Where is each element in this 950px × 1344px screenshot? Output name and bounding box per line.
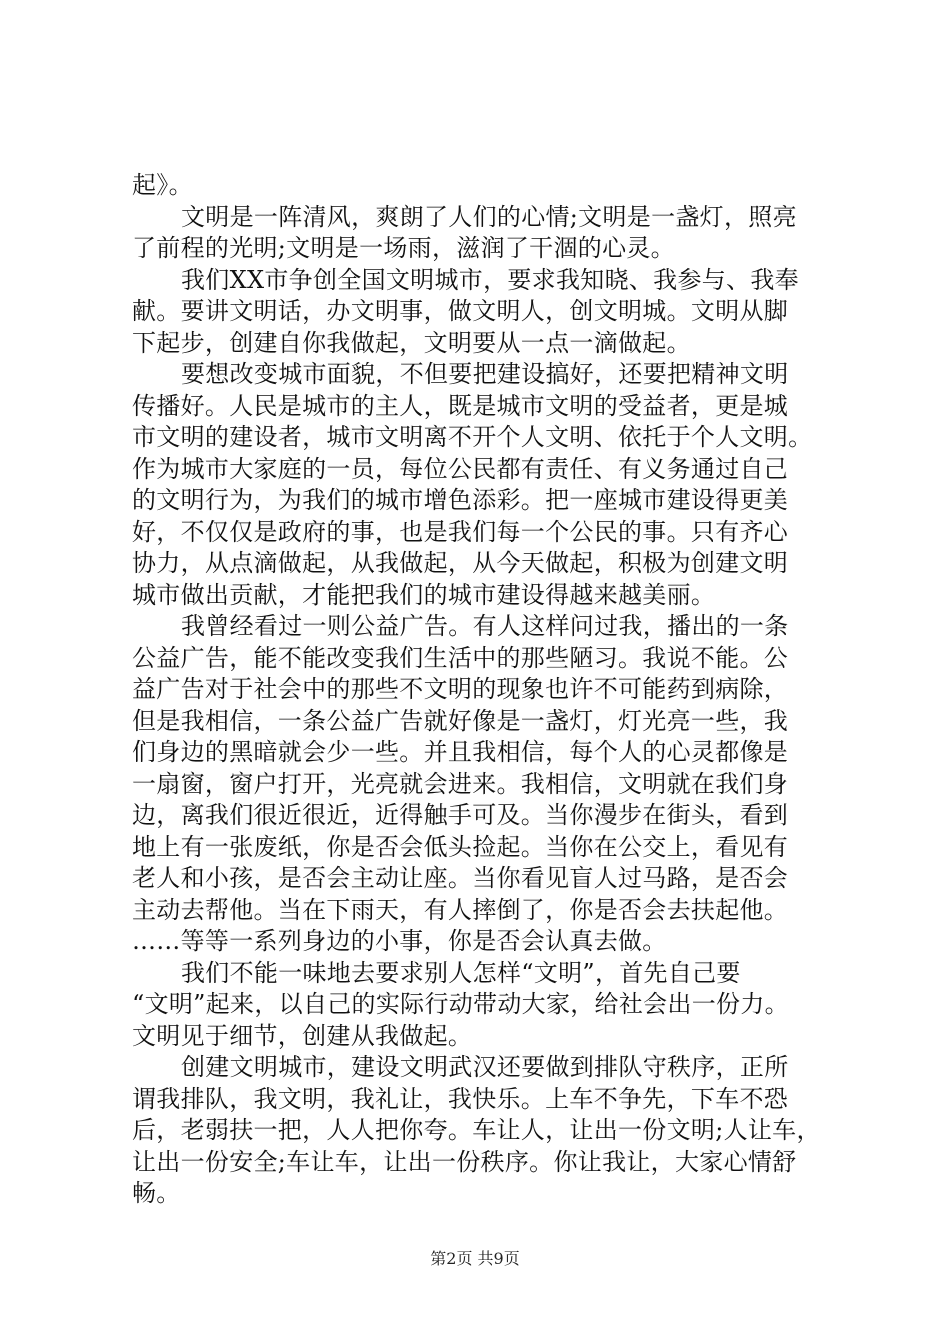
text-line: 市文明的建设者，城市文明离不开个人文明、依托于个人文明。 (132, 423, 813, 451)
text-line: 城市做出贡献，才能把我们的城市建设得越来越美丽。 (132, 580, 716, 609)
text-line: 好，不仅仅是政府的事，也是我们每一个公民的事。只有齐心 (132, 517, 789, 546)
text-line: 的文明行为，为我们的城市增色添彩。把一座城市建设得更美 (132, 486, 789, 514)
text-line: 献。要讲文明话，办文明事，做文明人，创文明城。文明从脚 (132, 297, 789, 325)
text-line: 作为城市大家庭的一员，每位公民都有责任、有义务通过自己 (132, 454, 789, 483)
text-line: 后，老弱扶一把，人人把你夸。车让人，让出一份文明;人让车， (132, 1116, 821, 1144)
text-line: 边，离我们很近很近，近得触手可及。当你漫步在街头，看到 (132, 801, 789, 829)
page-footer: 第2页 共9页 (430, 1249, 520, 1268)
text-line: 一扇窗，窗户打开，光亮就会进来。我相信，文明就在我们身 (132, 769, 789, 798)
text-line: ……等等一系列身边的小事，你是否会认真去做。 (132, 927, 667, 955)
text-line: “文明”起来，以自己的实际行动带动大家，给社会出一份力。 (132, 990, 789, 1018)
text-line: 主动去帮他。当在下雨天，有人摔倒了，你是否会去扶起他。 (132, 895, 789, 924)
text-line: 我们不能一味地去要求别人怎样“文明”，首先自己要 (181, 958, 741, 987)
text-line: 起》。 (132, 171, 193, 199)
text-line: 创建文明城市，建设文明武汉还要做到排队守秩序，正所 (181, 1053, 789, 1081)
text-line: 文明是一阵清风，爽朗了人们的心情;文明是一盏灯，照亮 (181, 202, 797, 231)
text-line: 下起步，创建自你我做起，文明要从一点一滴做起。 (132, 328, 691, 357)
text-line: 让出一份安全;车让车，让出一份秩序。你让我让，大家心情舒 (132, 1147, 797, 1176)
text-line: 协力，从点滴做起，从我做起，从今天做起，积极为创建文明 (132, 549, 789, 577)
text-line: 我曾经看过一则公益广告。有人这样问过我，播出的一条 (181, 612, 789, 640)
text-line: 文明见于细节，创建从我做起。 (132, 1021, 473, 1050)
text-line: 畅。 (132, 1179, 181, 1207)
text-line: 老人和小孩，是否会主动让座。当你看见盲人过马路，是否会 (132, 864, 789, 892)
text-line: 我们XX市争创全国文明城市，要求我知晓、我参与、我奉 (181, 265, 799, 294)
text-line: 了前程的光明;文明是一场雨，滋润了干涸的心灵。 (132, 234, 675, 262)
document-body (132, 170, 852, 1210)
text-line: 要想改变城市面貌，不但要把建设搞好，还要把精神文明 (181, 360, 789, 388)
text-line: 谓我排队，我文明，我礼让，我快乐。上车不争先，下车不恐 (132, 1084, 789, 1113)
text-line: 益广告对于社会中的那些不文明的现象也许不可能药到病除， (132, 675, 789, 703)
text-line: 们身边的黑暗就会少一些。并且我相信，每个人的心灵都像是 (132, 738, 789, 766)
text-line: 传播好。人民是城市的主人，既是城市文明的受益者，更是城 (132, 391, 789, 420)
text-line: 地上有一张废纸，你是否会低头捡起。当你在公交上，看见有 (132, 832, 789, 861)
text-line: 但是我相信，一条公益广告就好像是一盏灯，灯光亮一些，我 (132, 706, 789, 735)
text-line: 公益广告，能不能改变我们生活中的那些陋习。我说不能。公 (132, 643, 789, 672)
